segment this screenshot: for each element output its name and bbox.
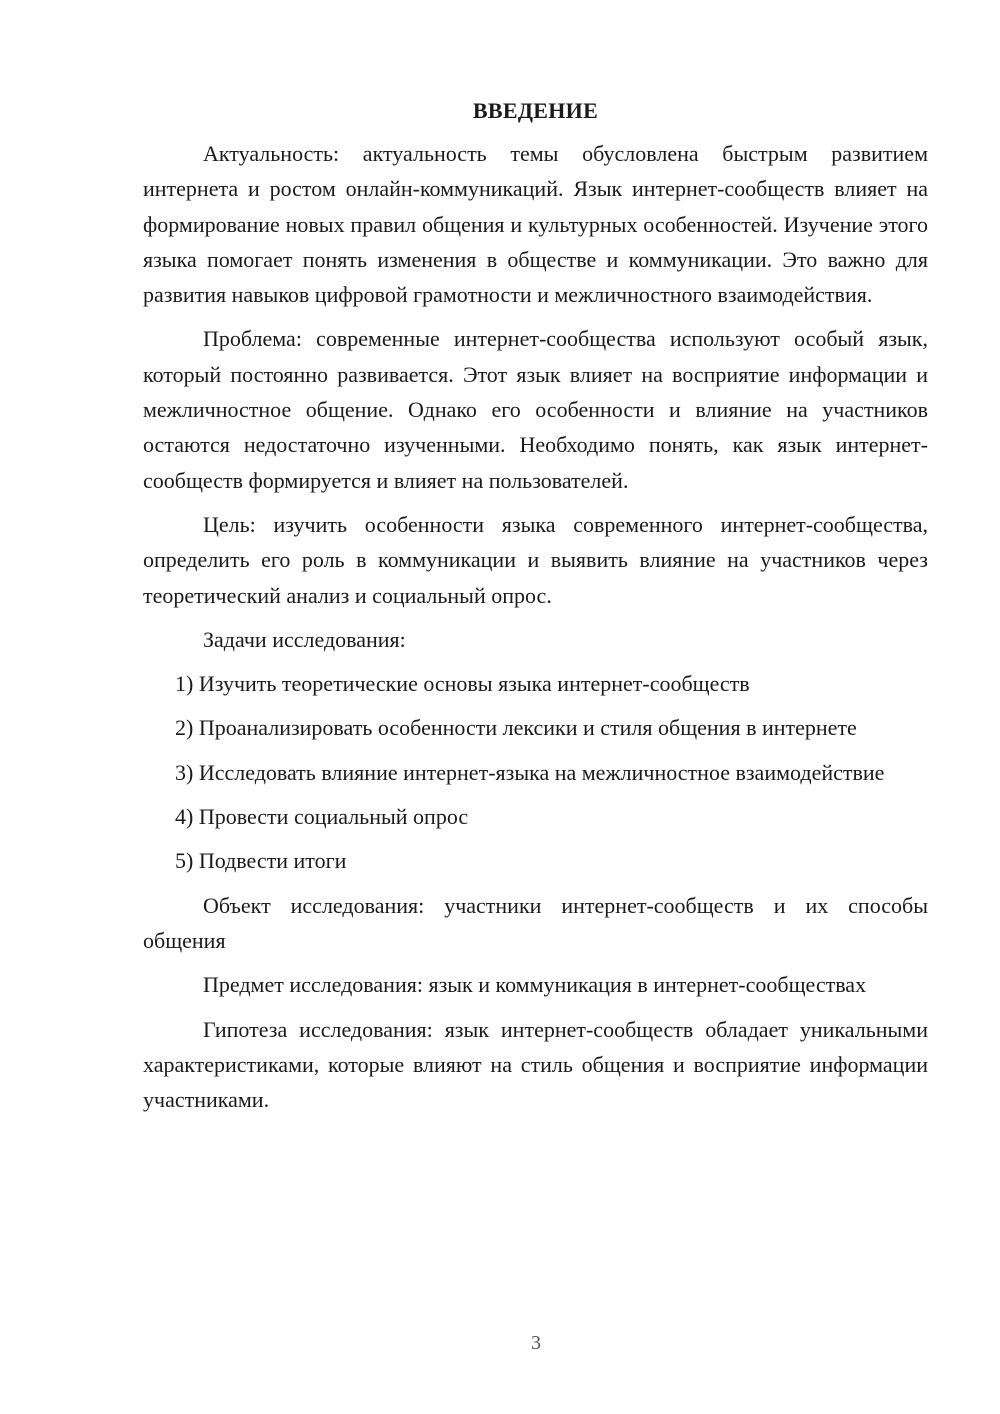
paragraph-goal: Цель: изучить особенности языка современного интернет-сообщества, определить его роль в коммуникации и выявить влияние на участников через теоретический анализ и социальный опрос.: [143, 511, 928, 608]
section-title: ВВЕДЕНИЕ: [472, 98, 599, 123]
task-item-1: 1) Изучить теоретические основы языка интернет-сообществ: [175, 671, 750, 697]
paragraph-relevance: Актуальность: актуальность темы обусловлена быстрым развитием интернета и ростом онлайн-коммуникаций. Язык интернет-сообществ влияет на формирование новых правил общения и культурных особенностей. Изучение этого языка помогает понять изменения в обществе и коммуникации. Это важно для развития навыков цифровой грамотности и межличностного взаимодействия.: [143, 141, 928, 308]
task-item-4: 4) Провести социальный опрос: [175, 804, 469, 830]
task-item-3: 3) Исследовать влияние интернет-языка на межличностное взаимодействие: [175, 759, 885, 785]
page-content: [143, 96, 928, 1126]
paragraph-problem: Проблема: современные интернет-сообщества используют особый язык, который постоянно развивается. Этот язык влияет на восприятие информации и межличностное общение. Однако его особенности и влияние на участников остаются недостаточно изученными. Необходимо понять, как язык интернет-сообществ формируется и влияет на пользователей.: [143, 326, 928, 493]
task-item-2: 2) Проанализировать особенности лексики и стиля общения в интернете: [175, 715, 857, 741]
paragraph-subject: Предмет исследования: язык и коммуникация в интернет-сообществах: [203, 972, 867, 998]
paragraph-hypothesis: Гипотеза исследования: язык интернет-сообществ обладает уникальными характеристиками, которые влияют на стиль общения и восприятие информации участниками.: [143, 1016, 928, 1113]
paragraph-object: Объект исследования: участники интернет-сообществ и их способы общения: [143, 892, 928, 953]
page-number: 3: [531, 1332, 541, 1354]
tasks-heading: Задачи исследования:: [203, 626, 406, 652]
task-item-5: 5) Подвести итоги: [175, 848, 347, 874]
